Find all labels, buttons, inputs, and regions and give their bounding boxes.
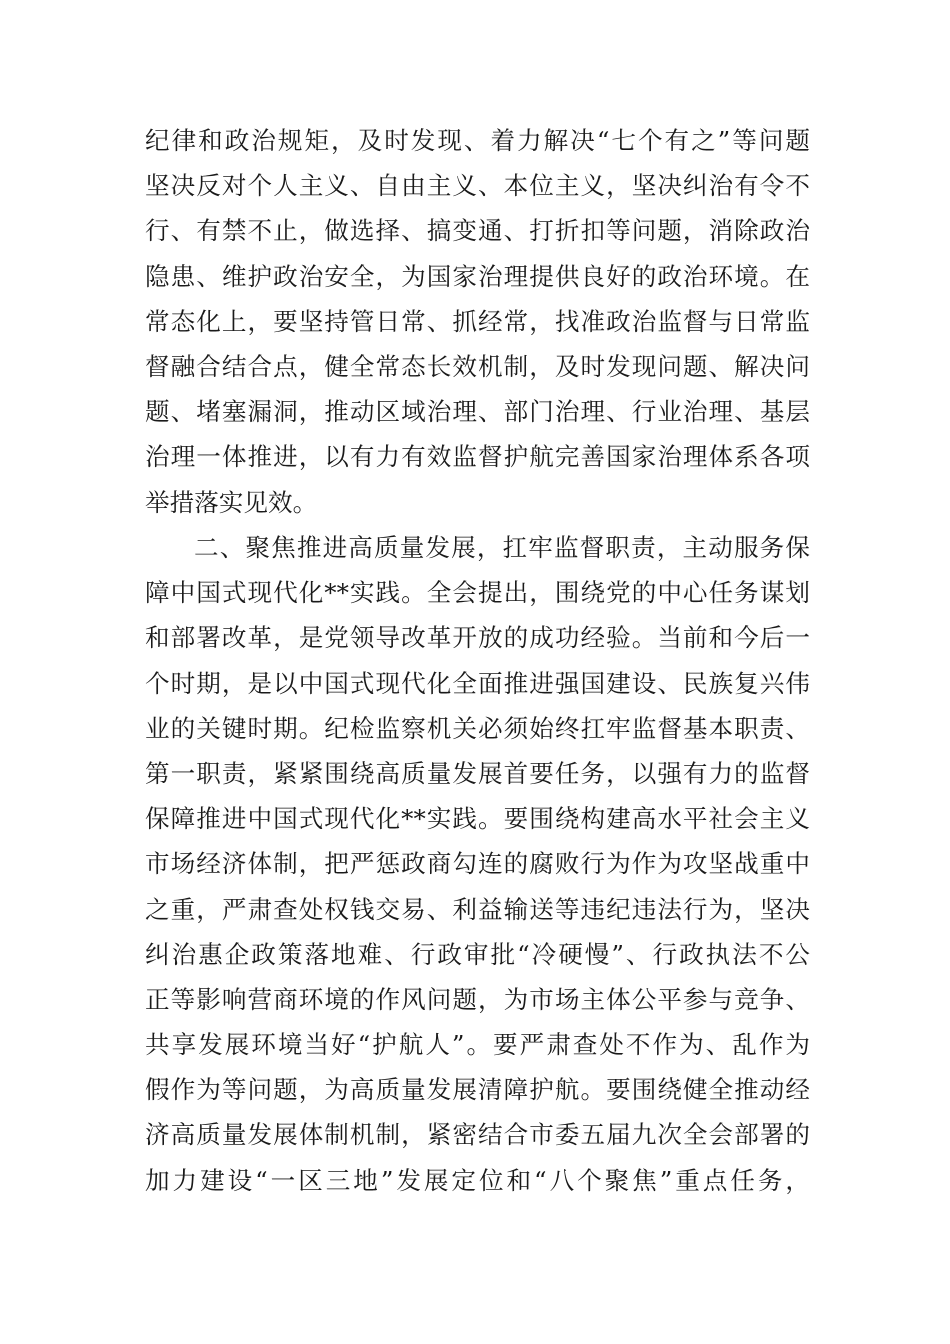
paragraph-line: 纠治惠企政策落地难、行政审批“冷硬慢”、行政执法不公 <box>145 939 810 969</box>
paragraph-line: 纪律和政治规矩，及时发现、着力解决“七个有之”等问题 <box>145 126 810 155</box>
paragraph-line: 正等影响营商环境的作风问题，为市场主体公平参与竞争、 <box>145 984 810 1014</box>
paragraph-line: 常态化上，要坚持管日常、抓经常，找准政治监督与日常监 <box>145 306 810 336</box>
paragraph-line: 督融合结合点，健全常态长效机制，及时发现问题、解决问 <box>145 351 810 381</box>
paragraph-line: 假作为等问题，为高质量发展清障护航。要围绕健全推动经 <box>145 1075 810 1105</box>
paragraph-line: 第一职责，紧紧围绕高质量发展首要任务，以强有力的监督 <box>145 758 810 788</box>
paragraph-line: 坚决反对个人主义、自由主义、本位主义，坚决纠治有令不 <box>145 171 810 201</box>
section-heading-line: 二、聚焦推进高质量发展，扛牢监督职责，主动服务保 <box>194 533 810 562</box>
paragraph-line: 个时期，是以中国式现代化全面推进强国建设、民族复兴伟 <box>145 668 810 698</box>
paragraph-line: 治理一体推进，以有力有效监督护航完善国家治理体系各项 <box>145 442 810 472</box>
paragraph-line: 业的关键时期。纪检监察机关必须始终扛牢监督基本职责、 <box>145 713 810 743</box>
paragraph-line: 市场经济体制，把严惩政商勾连的腐败行为作为攻坚战重中 <box>145 849 810 879</box>
paragraph-1 <box>145 118 810 525</box>
paragraph-line: 和部署改革，是党领导改革开放的成功经验。当前和今后一 <box>145 623 810 653</box>
paragraph-2 <box>145 525 810 1203</box>
paragraph-line: 加力建设“一区三地”发展定位和“八个聚焦”重点任务， <box>145 1165 810 1195</box>
paragraph-line: 举措落实见效。 <box>145 487 318 517</box>
paragraph-line: 保障推进中国式现代化**实践。要围绕构建高水平社会主义 <box>145 804 810 834</box>
paragraph-line: 行、有禁不止，做选择、搞变通、打折扣等问题，消除政治 <box>145 216 810 246</box>
paragraph-line: 共享发展环境当好“护航人”。要严肃查处不作为、乱作为 <box>145 1030 810 1060</box>
paragraph-line: 之重，严肃查处权钱交易、利益输送等违纪违法行为，坚决 <box>145 894 810 924</box>
paragraph-line: 题、堵塞漏洞，推动区域治理、部门治理、行业治理、基层 <box>145 397 810 427</box>
paragraph-line: 障中国式现代化**实践。全会提出，围绕党的中心任务谋划 <box>145 578 810 608</box>
paragraph-line: 济高质量发展体制机制，紧密结合市委五届九次全会部署的 <box>145 1120 810 1150</box>
paragraph-line: 隐患、维护政治安全，为国家治理提供良好的政治环境。在 <box>145 261 810 291</box>
